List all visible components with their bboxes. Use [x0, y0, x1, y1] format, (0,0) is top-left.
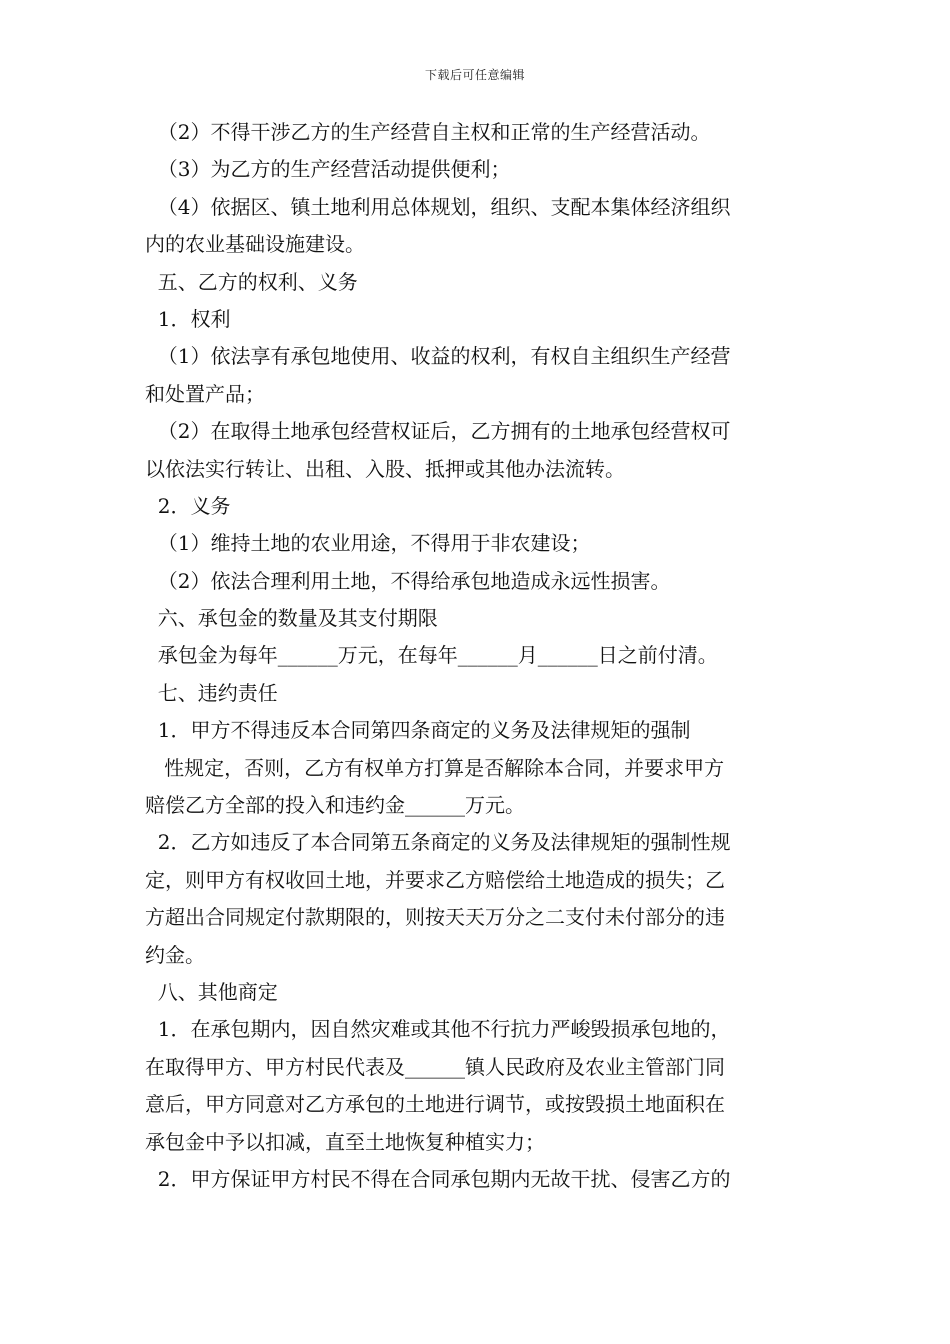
text-line: 定，则甲方有权收回土地，并要求乙方赔偿给土地造成的损失；乙 [145, 867, 725, 892]
text-line: 2．乙方如违反了本合同第五条商定的义务及法律规矩的强制性规 [145, 830, 731, 855]
text-line: （1）维持土地的农业用途，不得用于非农建设； [145, 531, 591, 556]
text-line: 承包金为每年______万元，在每年______月______日之前付清。 [145, 643, 718, 668]
text-line: （2）依法合理利用土地，不得给承包地造成永远性损害。 [145, 568, 671, 593]
text-line: 承包金中予以扣减，直至土地恢复种植实力； [145, 1129, 545, 1154]
text-line: 意后，甲方同意对乙方承包的土地进行调节，或按毁损土地面积在 [145, 1092, 725, 1117]
document-body [145, 114, 810, 1198]
section-heading: 七、违约责任 [145, 680, 278, 705]
text-line: （4）依据区、镇土地利用总体规划，组织、支配本集体经济组织 [145, 194, 731, 219]
text-line: （2）不得干涉乙方的生产经营自主权和正常的生产经营活动。 [145, 120, 711, 144]
text-line: 方超出合同规定付款期限的，则按天天万分之二支付未付部分的违 [145, 905, 725, 930]
text-line: 1．在承包期内，因自然灾难或其他不行抗力严峻毁损承包地的， [145, 1017, 731, 1042]
text-line: 内的农业基础设施建设。 [145, 232, 365, 257]
subsection-heading: 2．义务 [145, 493, 231, 518]
text-line: （3）为乙方的生产经营活动提供便利； [145, 157, 511, 182]
text-line: 和处置产品； [145, 381, 265, 406]
text-line: 2．甲方保证甲方村民不得在合同承包期内无故干扰、侵害乙方的 [145, 1166, 731, 1191]
text-line: 1．甲方不得违反本合同第四条商定的义务及法律规矩的强制 [145, 718, 691, 743]
section-heading: 八、其他商定 [145, 979, 278, 1004]
text-line: 在取得甲方、甲方村民代表及______镇人民政府及农业主管部门同 [145, 1054, 725, 1079]
text-line: 性规定，否则，乙方有权单方打算是否解除本合同，并要求甲方 [145, 755, 725, 780]
text-line: 约金。 [145, 942, 205, 967]
text-line: （1）依法享有承包地使用、收益的权利，有权自主组织生产经营 [145, 344, 731, 369]
page-header: 下载后可任意编辑 [424, 68, 525, 82]
section-heading: 五、乙方的权利、义务 [145, 269, 358, 294]
section-heading: 六、承包金的数量及其支付期限 [145, 606, 438, 631]
subsection-heading: 1．权利 [145, 306, 231, 331]
text-line: 赔偿乙方全部的投入和违约金______万元。 [145, 793, 525, 818]
text-line: 以依法实行转让、出租、入股、抵押或其他办法流转。 [145, 456, 625, 481]
text-line: （2）在取得土地承包经营权证后，乙方拥有的土地承包经营权可 [145, 419, 731, 444]
